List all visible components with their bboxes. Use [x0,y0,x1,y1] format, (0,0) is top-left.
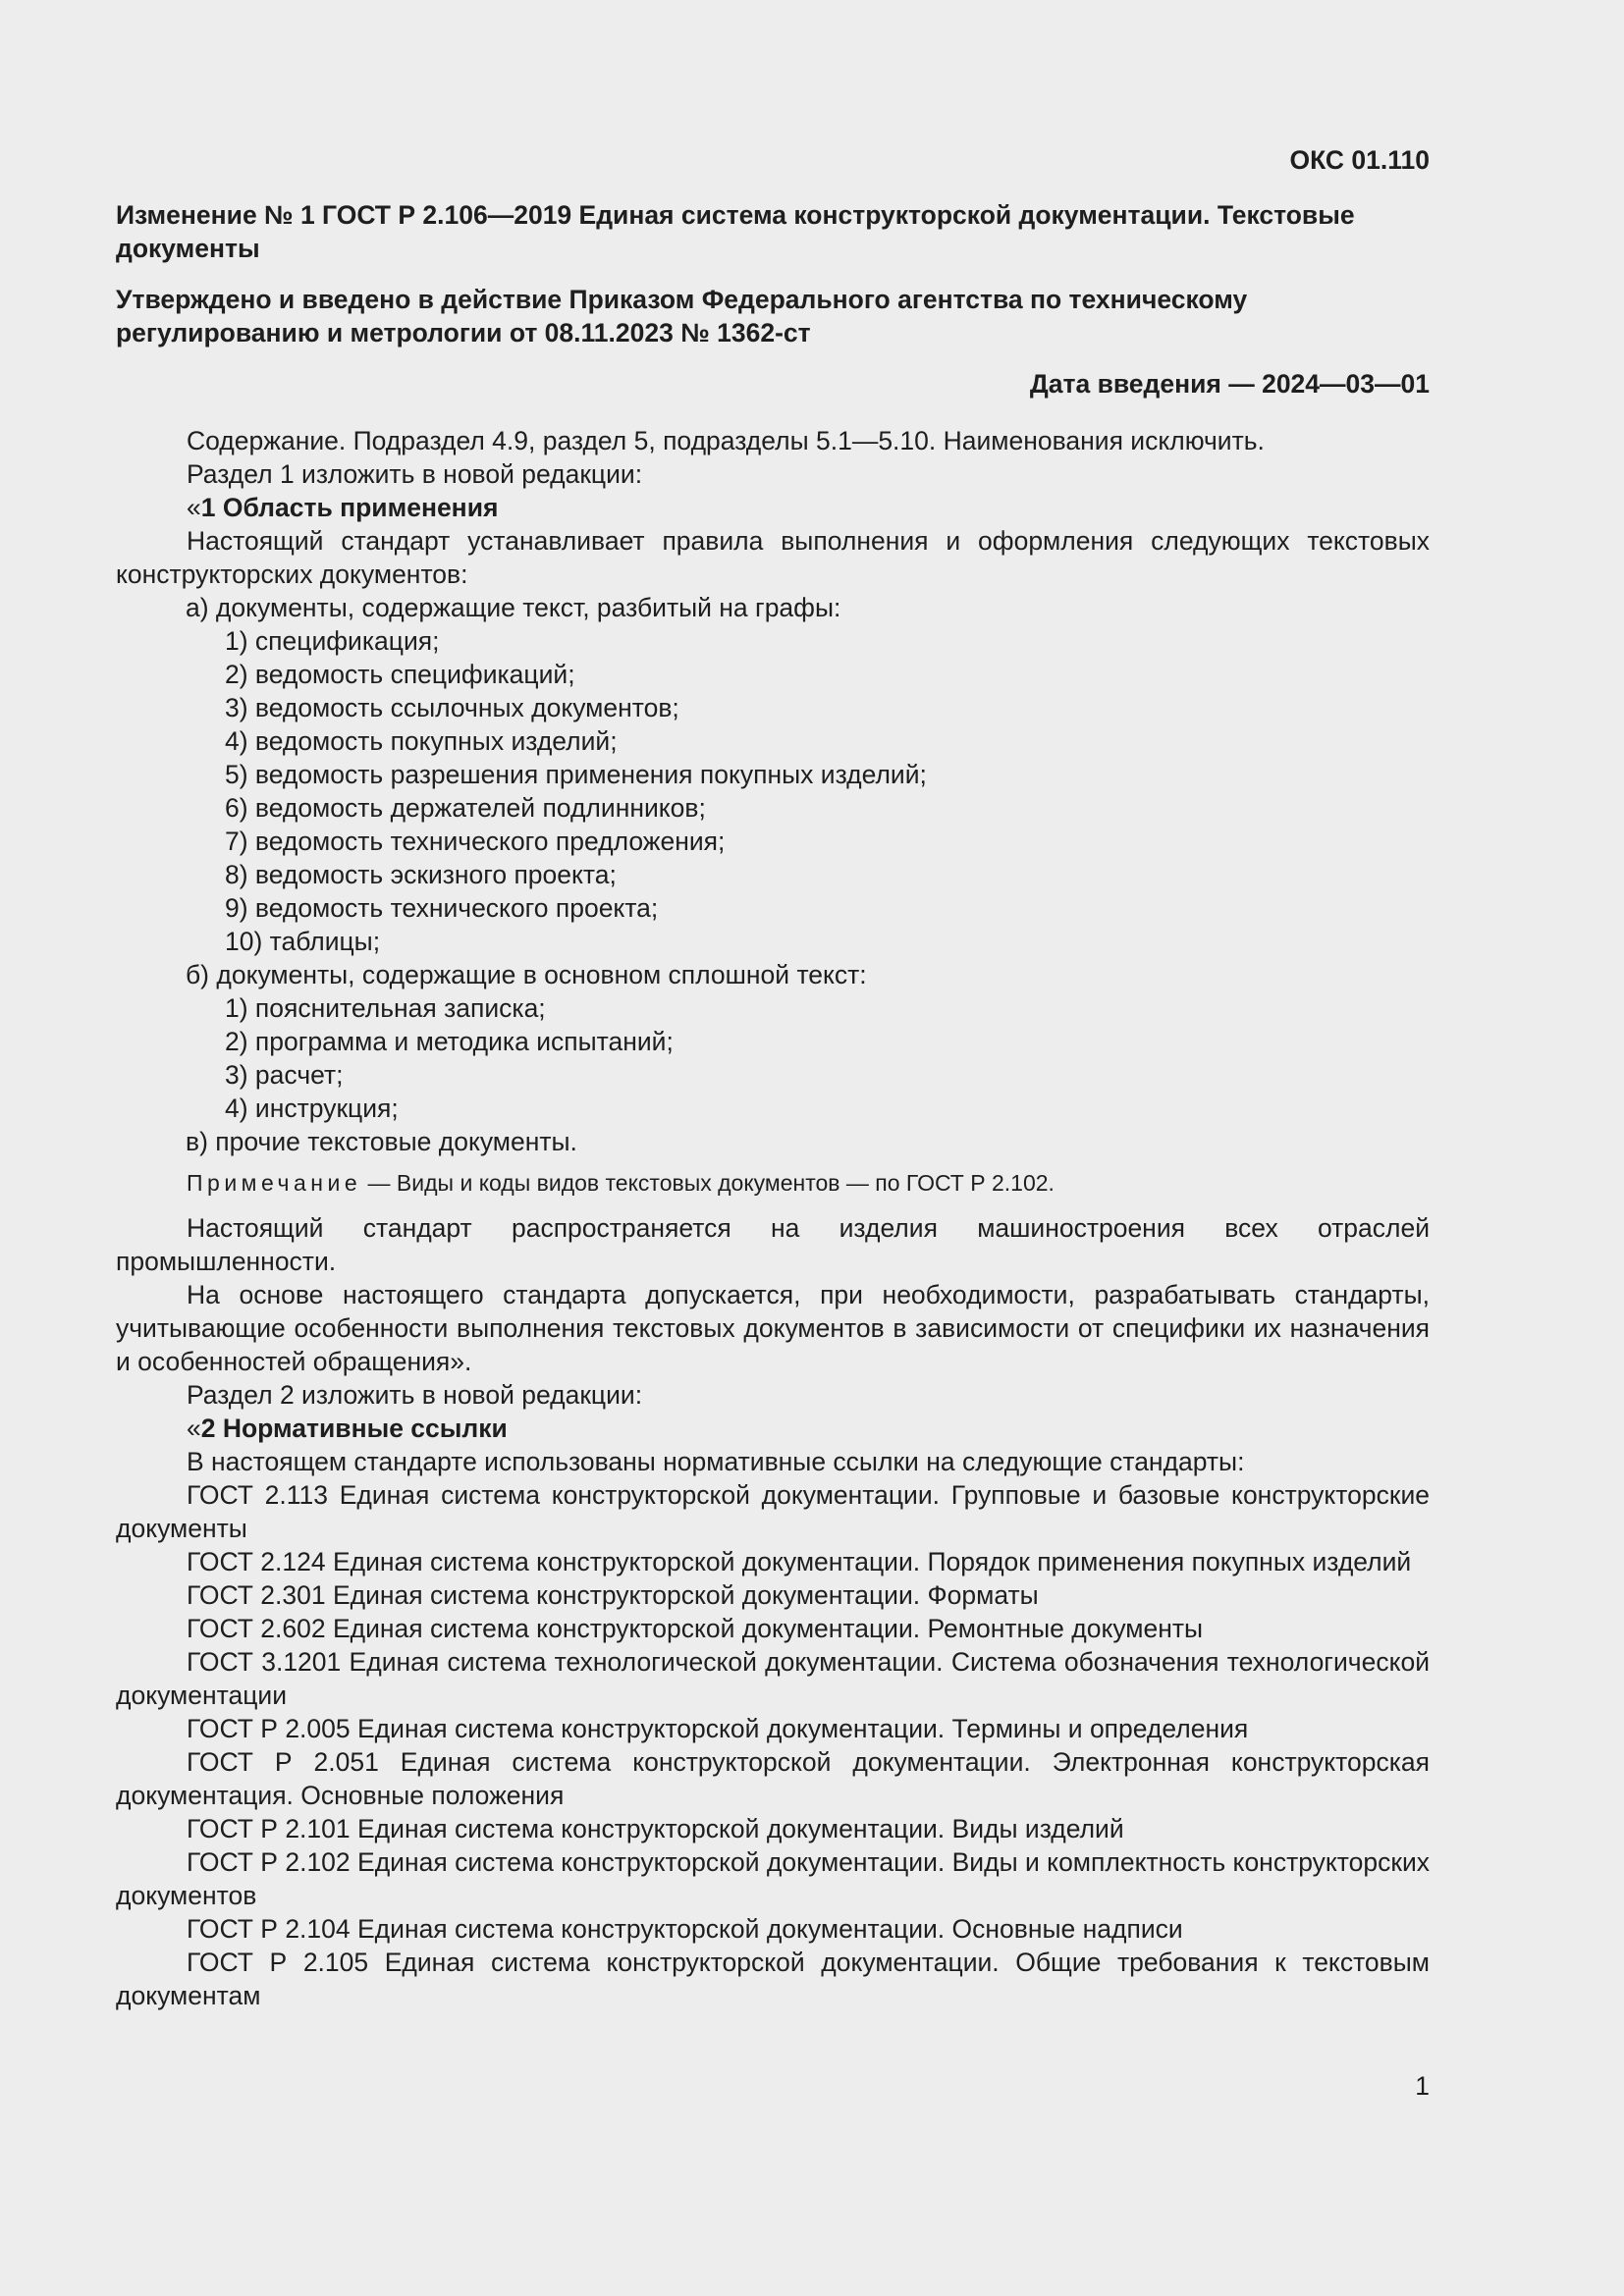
section2-instruction: Раздел 2 изложить в новой редакции: [187,1380,643,1410]
list-item: 8) ведомость эскизного проекта; [225,860,617,889]
page-content [116,143,1430,2012]
gost-reference: ГОСТ Р 2.102 Единая система конструкторской документации. Виды и комплектность конструкторских документов [116,1847,1430,1910]
list-a-label: а) документы, содержащие текст, разбитый на графы: [186,593,841,622]
section1-heading: 1 Область применения [200,493,499,522]
list-b-label: б) документы, содержащие в основном сплошной текст: [186,960,867,989]
section1-heading-line [116,491,1430,524]
list-item: 5) ведомость разрешения применения покупных изделий; [225,760,927,789]
list-v-item: в) прочие текстовые документы. [186,1127,577,1156]
basis-paragraph: На основе настоящего стандарта допускается, при необходимости, разрабатывать стандарты, учитывающие особенности выполнения текстовых документов в зависимости от специфики их назначения и особенностей обращения». [116,1280,1430,1376]
gost-reference: ГОСТ Р 2.101 Единая система конструкторской документации. Виды изделий [187,1814,1124,1843]
approval-statement: Утверждено и введено в действие Приказом Федерального агентства по техническому регулированию и метрологии от 08.11.2023 № 1362-ст [116,285,1248,347]
gost-reference: ГОСТ 2.124 Единая система конструкторской документации. Порядок применения покупных изделий [187,1547,1412,1576]
list-item: 1) пояснительная записка; [225,993,546,1023]
note [116,1166,1430,1200]
effective-date: Дата введения — 2024—03—01 [1029,369,1430,399]
list-item: 2) ведомость спецификаций; [225,660,575,689]
gost-reference: ГОСТ 2.113 Единая система конструкторской документации. Групповые и базовые конструкторские документы [116,1480,1430,1543]
gost-reference: ГОСТ Р 2.104 Единая система конструкторской документации. Основные надписи [187,1914,1183,1944]
list-item: 10) таблицы; [225,927,381,956]
list-item: 3) ведомость ссылочных документов; [225,693,679,722]
contents-instruction: Содержание. Подраздел 4.9, раздел 5, подразделы 5.1—5.10. Наименования исключить. [187,426,1265,455]
list-item: 4) инструкция; [225,1094,399,1123]
gost-reference: ГОСТ Р 2.051 Единая система конструкторской документации. Электронная конструкторская документация. Основные положения [116,1747,1430,1810]
list-item: 4) ведомость покупных изделий; [225,726,618,756]
scope-paragraph: Настоящий стандарт распространяется на изделия машиностроения всех отраслей промышленности. [116,1213,1430,1276]
section1-intro: Настоящий стандарт устанавливает правила выполнения и оформления следующих текстовых конструкторских документов: [116,526,1430,589]
page-number: 1 [1415,2071,1430,2101]
list-item: 1) спецификация; [225,626,440,656]
open-quote: « [187,1414,201,1443]
amendment-title: Изменение № 1 ГОСТ Р 2.106—2019 Единая система конструкторской документации. Текстовые документы [116,200,1355,263]
section2-intro: В настоящем стандарте использованы нормативные ссылки на следующие стандарты: [187,1447,1245,1476]
gost-reference: ГОСТ Р 2.105 Единая система конструкторской документации. Общие требования к текстовым документам [116,1948,1430,2010]
list-item: 3) расчет; [225,1060,344,1090]
list-item: 9) ведомость технического проекта; [225,893,659,923]
list-item: 7) ведомость технического предложения; [225,827,726,856]
oks-code: ОКС 01.110 [1289,145,1430,175]
gost-reference: ГОСТ 2.301 Единая система конструкторской документации. Форматы [187,1580,1039,1610]
open-quote: « [187,493,201,522]
list-item: 2) программа и методика испытаний; [225,1027,674,1056]
note-label: Примечание [187,1170,362,1196]
section2-heading: 2 Нормативные ссылки [200,1414,508,1443]
gost-reference: ГОСТ 3.1201 Единая система технологической документации. Система обозначения технологической документации [116,1647,1430,1710]
section1-instruction: Раздел 1 изложить в новой редакции: [187,459,643,489]
section2-heading-line [116,1412,1430,1445]
list-item: 6) ведомость держателей подлинников; [225,793,706,823]
gost-reference: ГОСТ 2.602 Единая система конструкторской документации. Ремонтные документы [187,1614,1204,1643]
note-text: — Виды и коды видов текстовых документов — по ГОСТ Р 2.102. [361,1170,1055,1196]
gost-reference: ГОСТ Р 2.005 Единая система конструкторской документации. Термины и определения [187,1714,1249,1743]
